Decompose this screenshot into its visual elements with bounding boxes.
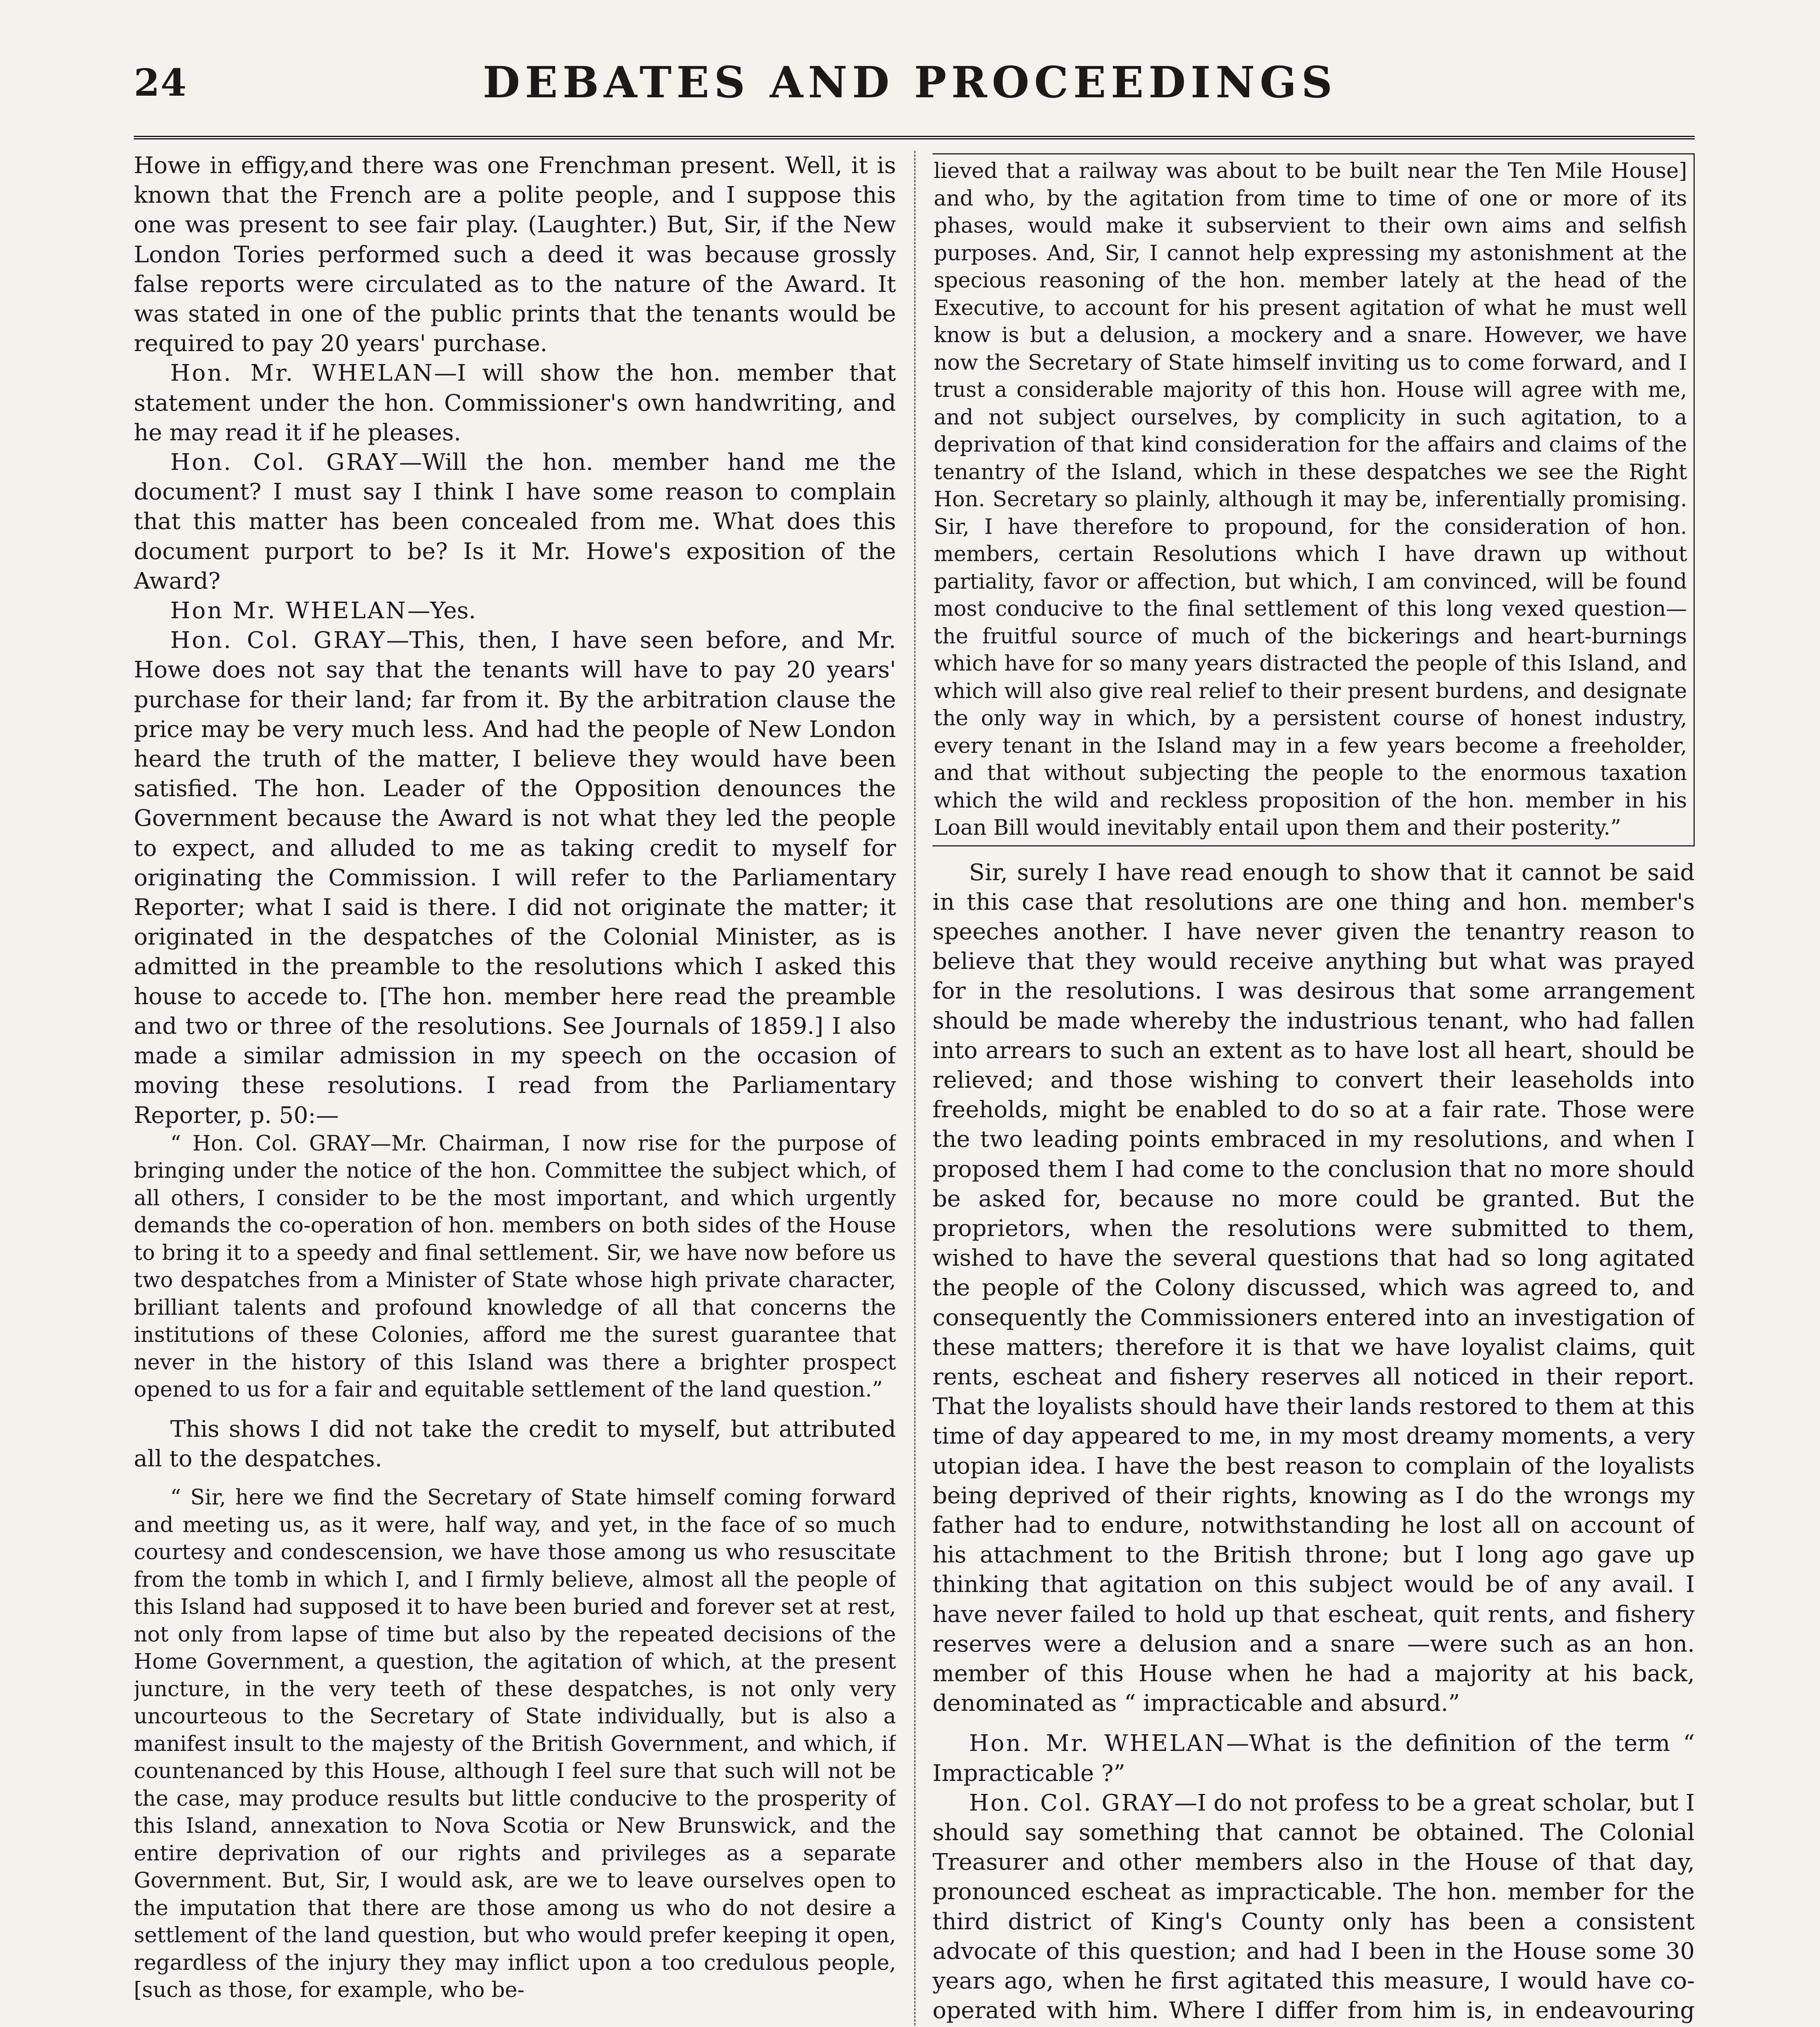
speech-paragraph [134,596,896,626]
speaker-name: Hon Mr. WHELAN [170,598,407,624]
speech-paragraph [134,626,896,1130]
speech-paragraph [933,1729,1695,1788]
running-title: DEBATES AND PROCEEDINGS [482,57,1338,107]
paragraph: Sir, surely I have read enough to show that it cannot be said in this case that resolutions are one thing and hon. member's speeches another. I have never given the tenantry reason to believe that they would receive anything but what was prayed for in the resolutions. I was desirous that some arrangement should be made whereby the industrious tenant, who had fallen into arrears to such an extent as to have lost all heart, should be relieved; and those wishing to convert their leaseholds into freeholds, might be enabled to do so at a fair rate. Those were the two leading points embraced in my resolutions, and when I proposed them I had come to the conclusion that no more should be asked for, because no more could be granted. But the proprietors, when the resolutions were submitted to them, wished to have the several questions that had so long agitated the people of the Colony discussed, which was agreed to, and consequently the Commissioners entered into an investigation of these matters; therefore it is that we have loyalist claims, quit rents, escheat and fishery reserves all noticed in their report. That the loyalists should have their lands restored to them at this time of day appeared to me, in my most dreamy moments, a very utopian idea. I have the best reason to complain of the loyalists being deprived of their rights, knowing as I do the wrongs my father had to endure, notwithstanding he lost all on account of his attachment to the British throne; but I long ago gave up thinking that agitation on this subject would be of any avail. I have never failed to hold up that escheat, quit rents, and fishery reserves were a delusion and a snare —were such as an hon. member of this House when he had a majority at his back, denominated as “ impracticable and absurd.” [933,859,1695,1717]
page-number: 24 [134,61,188,105]
paragraph: Howe in effigy,and there was one Frenchman present. Well, it is known that the French are a polite people, and I suppose this one was present to see fair play. (Laughter.) But, Sir, if the New London Tories performed such a deed it was because grossly false reports were circulated as to the nature of the Award. It was stated in one of the public prints that the tenants would be required to pay 20 years' purchase. [134,152,896,357]
speech-text: —I do not profess to be a great scholar, but I should say something that cannot be obtained. The Colonial Treasurer and other members also in the House of that day, pronounced escheat as impracticable. The hon. member for the third district of King's County only has been a consistent advocate of this question; and had I been in the House some 30 years ago, when he first agitated this measure, I would have co-operated with him. Where I differ from him is, in endeavouring [933,1789,1695,2024]
header-rule [134,136,1695,139]
speaker-name: Hon. Col. GRAY [969,1789,1175,1816]
speech-paragraph [134,448,896,596]
speaker-name: Hon. Mr. WHELAN [969,1730,1226,1757]
speaker-name: Hon. Col. GRAY [170,449,399,476]
left-column [134,151,896,2027]
column-divider [914,151,915,2027]
quoted-passage: “ Sir, here we find the Secretary of State himself coming forward and meeting us, as it were, half way, and yet, in the face of so much courtesy and condescension, we have those among us who resuscitate from the tomb in which I, and I firmly believe, almost all the people of this Island had supposed it to have been buried and forever set at rest, not only from lapse of time but also by the repeated decisions of the Home Government, a question, the agitation of which, at the present juncture, in the very teeth of these despatches, is not only very uncourteous to the Secretary of State individually, but is also a manifest insult to the majesty of the British Government, and which, if countenanced by this House, although I feel sure that such will not be the case, may produce results but little conducive to the prosperity of this Island, annexation to Nova Scotia or New Brunswick, and the entire deprivation of our rights and privileges as a separate Government. But, Sir, I would ask, are we to leave ourselves open to the imputation that there are those among us who do not desire a settlement of the land question, but who would prefer keeping it open, regardless of the injury they may inflict upon a too credulous people, [such as those, for example, who be- [134,1485,896,2003]
speech-text: —What is the definition of the term “ Impracticable ?” [933,1730,1695,1787]
quoted-passage: “ Hon. Col. GRAY—Mr. Chairman, I now rise for the purpose of bringing under the notice of the hon. Committee the subject which, of all others, I consider to be the most important, and which urgently demands the co-operation of hon. members on both sides of the House to bring it to a speedy and final settlement. Sir, we have now before us two despatches from a Minister of State whose high private character, brilliant talents and profound knowledge of all that concerns the institutions of these Colonies, afford me the surest guarantee that never in the history of this Island was there a brighter prospect opened to us for a fair and equitable settlement of the land question.” [134,1131,896,1402]
speech-text: —Yes. [407,598,476,624]
speech-text: —This, then, I have seen before, and Mr. Howe does not say that the tenants will have to pay 20 years' purchase for their land; far from it. By the arbitration clause the price may be very much less. And had the people of New London heard the truth of the matter, I believe they would have been satisfied. The hon. Leader of the Opposition denounces the Government because the Award is not what they led the people to expect, and alluded to me as taking credit to myself for originating the Commission. I will refer to the Parliamentary Reporter; what I said is there. I did not originate the matter; it originated in the despatches of the Colonial Minister, as is admitted in the preamble to the resolutions which I asked this house to accede to. [The hon. member here read the preamble and two or three of the resolutions. See Journals of 1859.] I also made a similar admission in my speech on the occasion of moving these resolutions. I read from the Parliamentary Reporter, p. 50:— [134,627,896,1129]
speech-paragraph [933,1788,1695,2027]
quoted-passage-continued: lieved that a railway was about to be built near the Ten Mile House] and who, by the agitation from time to time of one or more of its phases, would make it subservient to their own aims and selfish purposes. And, Sir, I cannot help expressing my astonishment at the specious reasoning of the hon. member lately at the head of the Executive, to account for his present agitation of what he must well know is but a delusion, a mockery and a snare. However, we have now the Secretary of State himself inviting us to come forward, and I trust a considerable majority of this hon. House will agree with me, and not subject ourselves, by complicity in such agitation, to a deprivation of that kind consideration for the affairs and claims of the tenantry of the Island, which in these despatches we see the Right Hon. Secretary so plainly, although it may be, inferentially promising. Sir, I have therefore to propound, for the consideration of hon. members, certain Resolutions which I have drawn up without partiality, favor or affection, but which, I am convinced, will be found most conducive to the final settlement of this long vexed question—the fruitful source of much of the bickerings and heart-burnings which have for so many years distracted the people of this Island, and which will also give real relief to their present burdens, and designate the only way in which, by a persistent course of honest industry, every tenant in the Island may in a few years become a freeholder, and that without subjecting the people to the enormous taxation which the wild and reckless proposition of the hon. member in his Loan Bill would inevitably entail upon them and their posterity.” [933,153,1695,846]
speech-paragraph [134,358,896,448]
speaker-name: Hon. Col. GRAY [170,627,386,654]
right-column [933,151,1695,2027]
paragraph: This shows I did not take the credit to myself, but attributed all to the despatches. [134,1416,896,1472]
speaker-name: Hon. Mr. WHELAN [170,360,434,387]
speech-text: —Will the hon. member hand me the document? I must say I think I have some reason to complain that this matter has been concealed from me. What does this document purport to be? Is it Mr. Howe's exposition of the Award? [134,449,896,594]
speech-text: —I will show the hon. member that statement under the hon. Commissioner's own handwriting, and he may read it if he pleases. [134,360,896,446]
